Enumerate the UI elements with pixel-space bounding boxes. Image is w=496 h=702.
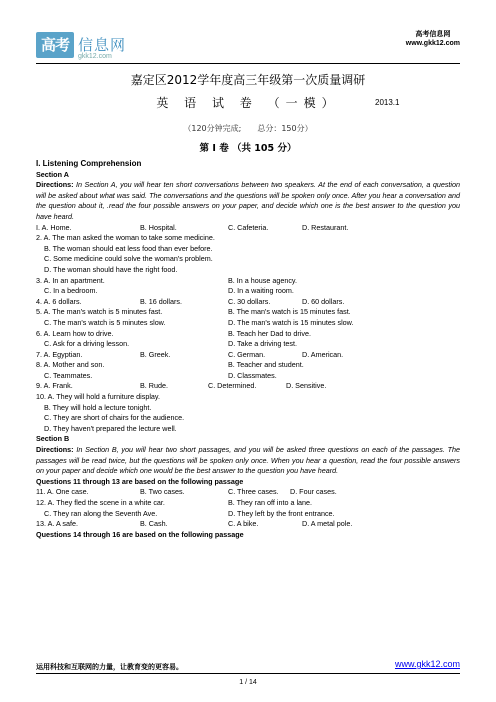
answer-option: I. A. Home. — [36, 222, 72, 232]
exam-subtitle: 英 语 试 卷 （一模） — [156, 96, 340, 110]
answer-option: 5. A. The man's watch is 5 minutes fast. — [36, 307, 163, 317]
question-1 — [36, 223, 460, 234]
answer-option: D. The woman should have the right food. — [44, 264, 178, 274]
answer-option: B. Cash. — [140, 519, 168, 529]
header-site-name: 高考信息网 — [415, 31, 451, 38]
section-b-directions — [36, 445, 460, 477]
answer-option: D. 60 dollars. — [302, 296, 345, 306]
answer-option: C. German. — [228, 349, 266, 359]
answer-option: B. In a house agency. — [228, 275, 297, 285]
answer-option: D. In a waiting room. — [228, 286, 294, 296]
footer-link[interactable]: www.gkk12.com — [394, 659, 460, 669]
answer-option: B. The woman should eat less food than ever before. — [44, 243, 213, 253]
answer-option: 11. A. One case. — [36, 487, 89, 497]
header-site-info — [406, 30, 460, 48]
logo-badge: 高考 — [36, 32, 74, 58]
question-3 — [36, 276, 460, 287]
question-8 — [36, 360, 460, 371]
answer-option: D. Restaurant. — [302, 222, 349, 232]
answer-option: 8. A. Mother and son. — [36, 360, 105, 370]
answer-option: 3. A. In an apartment. — [36, 275, 105, 285]
answer-option: B. The man's watch is 15 minutes fast. — [228, 307, 351, 317]
answer-option: B. Rude. — [140, 381, 168, 391]
site-logo[interactable] — [36, 28, 132, 64]
directions-label: Directions: — [36, 180, 74, 190]
answer-option: D. They haven't prepared the lecture well. — [44, 423, 177, 433]
directions-label: Directions: — [36, 445, 74, 455]
answer-option: C. Some medicine could solve the woman's problem. — [44, 254, 213, 264]
question-6 — [36, 329, 460, 340]
answer-option: B. They ran off into a lane. — [228, 498, 313, 507]
section-heading: I. Listening Comprehension — [36, 159, 142, 168]
answer-option: C. Cafeteria. — [228, 222, 269, 232]
answer-option: C. They are short of chairs for the audience. — [44, 413, 185, 423]
header-divider — [36, 63, 460, 64]
answer-option: C. 30 dollars. — [228, 296, 271, 306]
passage-2-heading: Questions 14 through 16 are based on the following passage — [36, 529, 244, 539]
answer-option: 7. A. Egyptian. — [36, 349, 83, 359]
directions-text: In Section A, you will hear ten short conversations between two speakers. At the end of each conversation, a question will be asked about what was said. The conversations and the questions will be spoken only once. After you hear a conversation and the question about it, .read the four possible answers on your paper, and decide which one is the best answer to the question you have heard. — [36, 180, 460, 221]
passage-1-heading: Questions 11 through 13 are based on the following passage — [36, 476, 244, 486]
page-number: 1 / 14 — [239, 679, 257, 686]
answer-option: 9. A. Frank. — [36, 381, 73, 391]
answer-option: B. Greek. — [140, 349, 171, 359]
question-11 — [36, 487, 460, 498]
answer-option: D. Sensitive. — [286, 381, 327, 391]
answer-option: D. They left by the front entrance. — [228, 508, 335, 518]
section-a-directions — [36, 180, 460, 222]
answer-option: C. Determined. — [208, 381, 257, 391]
answer-option: C. Three cases. — [228, 487, 279, 497]
answer-option: 6. A. Learn how to drive. — [36, 328, 114, 338]
section-b-label: Section B — [36, 434, 70, 444]
question-3-cont — [36, 286, 460, 297]
answer-option: D. Classmates. — [228, 370, 277, 380]
answer-option: C. In a bedroom. — [44, 286, 98, 296]
header-site-url[interactable]: www.gkk12.com — [405, 40, 460, 47]
directions-text: In Section B, you will hear two short passages, and you will be asked three questions on each of the passages. The passages will be read twice, but the questions will be spoken only once. When you hear a question, read the four possible answers on your paper and decide which one would be the best answer to the question you have heard. — [36, 445, 460, 476]
answer-option: C. Teammates. — [44, 370, 93, 380]
answer-option: C. Ask for a driving lesson. — [44, 339, 130, 349]
question-10 — [36, 392, 460, 434]
question-12 — [36, 498, 460, 509]
section-a-label: Section A — [36, 169, 69, 179]
question-8-cont — [36, 371, 460, 382]
answer-option: 13. A. A safe. — [36, 519, 78, 529]
answer-option: D. Take a driving test. — [228, 339, 297, 349]
question-5 — [36, 307, 460, 318]
footer-slogan: 运用科技和互联网的力量，让教育变的更容易。 — [36, 663, 183, 671]
answer-option: B. Teach her Dad to drive. — [228, 328, 311, 338]
exam-content — [36, 159, 460, 540]
question-2 — [36, 233, 460, 275]
logo-url: gkk12.com — [78, 53, 112, 60]
question-9 — [36, 381, 460, 392]
question-7 — [36, 350, 460, 361]
answer-option: D. American. — [302, 349, 344, 359]
question-4 — [36, 297, 460, 308]
answer-option: C. They ran along the Seventh Ave. — [44, 508, 158, 518]
answer-option: B. Hospital. — [140, 222, 177, 232]
answer-option: 10. A. They will hold a furniture display. — [36, 392, 160, 402]
answer-option: 2. A. The man asked the woman to take some medicine. — [36, 233, 215, 243]
question-6-cont — [36, 339, 460, 350]
question-12-cont — [36, 509, 460, 520]
answer-option: C. The man's watch is 5 minutes slow. — [44, 317, 166, 327]
logo-name: 信息网 — [78, 36, 127, 54]
answer-option: C. A bike. — [228, 519, 259, 529]
question-5-cont — [36, 318, 460, 329]
answer-option: 4. A. 6 dollars. — [36, 296, 82, 306]
answer-option: D. Four cases. — [290, 487, 337, 497]
answer-option: D. A metal pole. — [302, 519, 353, 529]
exam-title: 嘉定区2012学年度高三年级第一次质量调研 — [130, 73, 366, 87]
answer-option: 12. A. They fled the scene in a white car. — [36, 498, 165, 507]
footer-divider — [36, 673, 460, 674]
time-note: （120分钟完成; 总分：150分） — [183, 124, 313, 133]
exam-date: 2013.1 — [375, 98, 400, 107]
answer-option: B. 16 dollars. — [140, 296, 182, 306]
answer-option: B. They will hold a lecture tonight. — [44, 402, 152, 412]
volume-heading: 第 I 卷 （共 105 分） — [199, 143, 297, 154]
answer-option: D. The man's watch is 15 minutes slow. — [228, 317, 354, 327]
question-13 — [36, 519, 460, 530]
answer-option: B. Two cases. — [140, 487, 185, 497]
answer-option: B. Teacher and student. — [228, 360, 304, 370]
